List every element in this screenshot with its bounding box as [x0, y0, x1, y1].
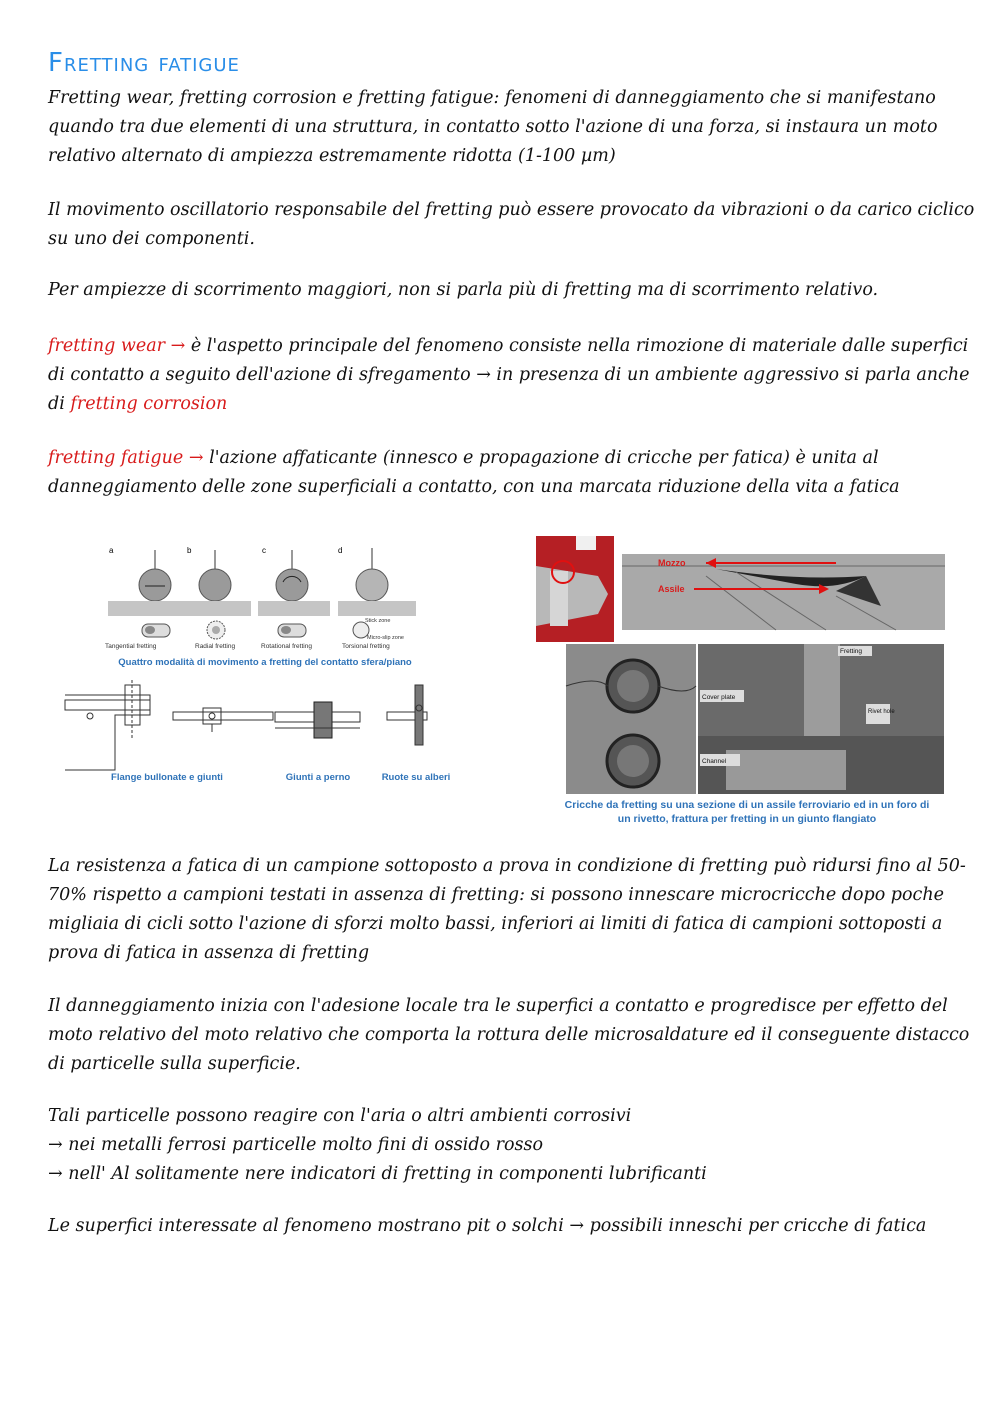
- term-fretting-fatigue: fretting fatigue: [48, 448, 184, 468]
- micro-slip-zone-label: Micro-slip zone: [367, 635, 404, 641]
- paragraph-fretting-wear: [48, 332, 978, 419]
- caption-cracks: Cricche da fretting su una sezione di un assile ferroviario ed in un foro di un rivetto, frattura per fretting in un giunto flangiato: [564, 799, 930, 825]
- particelle-line-2: → nei metalli ferrosi particelle molto fini di ossido rosso: [48, 1135, 544, 1155]
- paragraph-ampiezze: Per ampiezze di scorrimento maggiori, non si parla più di fretting ma di scorrimento relativo.: [48, 280, 879, 300]
- mode-label-tangential: Tangential fretting: [105, 643, 157, 650]
- panel-letter-a: a: [109, 546, 114, 555]
- label-rivet-hole: Rivet hole: [868, 709, 895, 715]
- particelle-line-1: Tali particelle possono reagire con l'aria o altri ambienti corrosivi: [48, 1106, 632, 1126]
- fretting-mode-d: [338, 546, 416, 650]
- rivet-holes-photo: [566, 644, 696, 794]
- caption-flange: Flange bullonate e giunti: [111, 772, 223, 783]
- paragraph-movimento: Il movimento oscillatorio responsabile del fretting può essere provocato da vibrazioni o da carico ciclico su uno dei componenti.: [48, 200, 975, 249]
- paragraph-danneggiamento: Il danneggiamento inizia con l'adesione locale tra le superfici a contatto e progredisce per effetto del moto relativo del moto relativo che comporta la rottura delle microsaldature ed il conseguente distacco di particelle sulla superficie.: [48, 996, 970, 1074]
- fretting-modes-figure: [95, 540, 451, 790]
- mode-label-torsional: Torsional fretting: [342, 643, 390, 650]
- caption-wheels: Ruote su alberi: [381, 772, 451, 783]
- label-cover-plate: Cover plate: [702, 694, 736, 701]
- flange-fracture-photo: [698, 644, 944, 794]
- panel-letter-d: d: [338, 546, 343, 555]
- label-channel: Channel: [702, 758, 727, 765]
- fretting-fatigue-text: l'azione affaticante (innesco e propagazione di cricche per fatica) è unita al danneggiamento delle zone superficiali a contatto, con una marcata riduzione della vita a fatica: [48, 448, 900, 497]
- arrow-icon: →: [170, 336, 186, 356]
- wheel-shaft-sketch: [387, 685, 427, 745]
- paragraph-resistenza: La resistenza a fatica di un campione sottoposto a prova in condizione di fretting può ridursi fino al 50-70% rispetto a campioni testati in assenza di fretting: si possono innescare microcricche dopo poche migliaia di cicli sotto l'azione di sforzi molto bassi, inferiori ai limiti di fatica di campioni sottoposti a prova di fatica in assenza di fretting: [48, 856, 966, 963]
- label-assile: Assile: [658, 584, 685, 594]
- fretting-mode-c: [258, 546, 330, 650]
- panel-letter-b: b: [187, 546, 192, 555]
- pin-joint-sketch-a: [173, 708, 273, 732]
- flange-bolt-sketch: [65, 680, 150, 770]
- label-mozzo: Mozzo: [658, 558, 686, 568]
- panel-letter-c: c: [262, 546, 266, 555]
- caption-pin: Giunti a perno: [285, 772, 351, 783]
- label-fretting: Fretting: [840, 648, 863, 655]
- paragraph-superfici: Le superfici interessate al fenomeno mostrano pit o solchi → possibili inneschi per cricche di fatica: [48, 1216, 927, 1236]
- paragraph-intro: Fretting wear, fretting corrosion e fretting fatigue: fenomeni di danneggiamento che si manifestano quando tra due elementi di una struttura, in contatto sotto l'azione di una forza, si instaura un moto relativo alternato di ampiezza estremamente ridotta (1-100 µm): [48, 88, 938, 166]
- term-fretting-corrosion: fretting corrosion: [70, 394, 228, 414]
- stick-zone-label: Stick zone: [365, 618, 391, 624]
- paragraph-fretting-fatigue: [48, 444, 978, 502]
- page-title: Fretting fatigue: [48, 48, 240, 78]
- paragraph-particelle: [48, 1102, 978, 1189]
- pin-joint-sketch-b: [275, 702, 360, 738]
- arrow-icon: →: [188, 448, 204, 468]
- axle-section-photo: [622, 554, 945, 630]
- axle-photo: [536, 536, 614, 642]
- fretting-mode-b: [181, 546, 251, 650]
- fretting-wear-text: è l'aspetto principale del fenomeno consiste nella rimozione di materiale dalle superfici di contatto a seguito dell'azione di sfregamento → in presenza di un ambiente aggressivo si parla anche di: [48, 336, 970, 414]
- term-fretting-wear: fretting wear: [48, 336, 166, 356]
- fretting-mode-a: [105, 546, 203, 650]
- mode-label-rotational: Rotational fretting: [261, 643, 312, 650]
- mode-label-radial: Radial fretting: [195, 643, 236, 650]
- caption-modes: Quattro modalità di movimento a fretting del contatto sfera/piano: [118, 657, 412, 668]
- fretting-cracks-figure: [536, 536, 948, 836]
- particelle-line-3: → nell' Al solitamente nere indicatori di fretting in componenti lubrificanti: [48, 1164, 707, 1184]
